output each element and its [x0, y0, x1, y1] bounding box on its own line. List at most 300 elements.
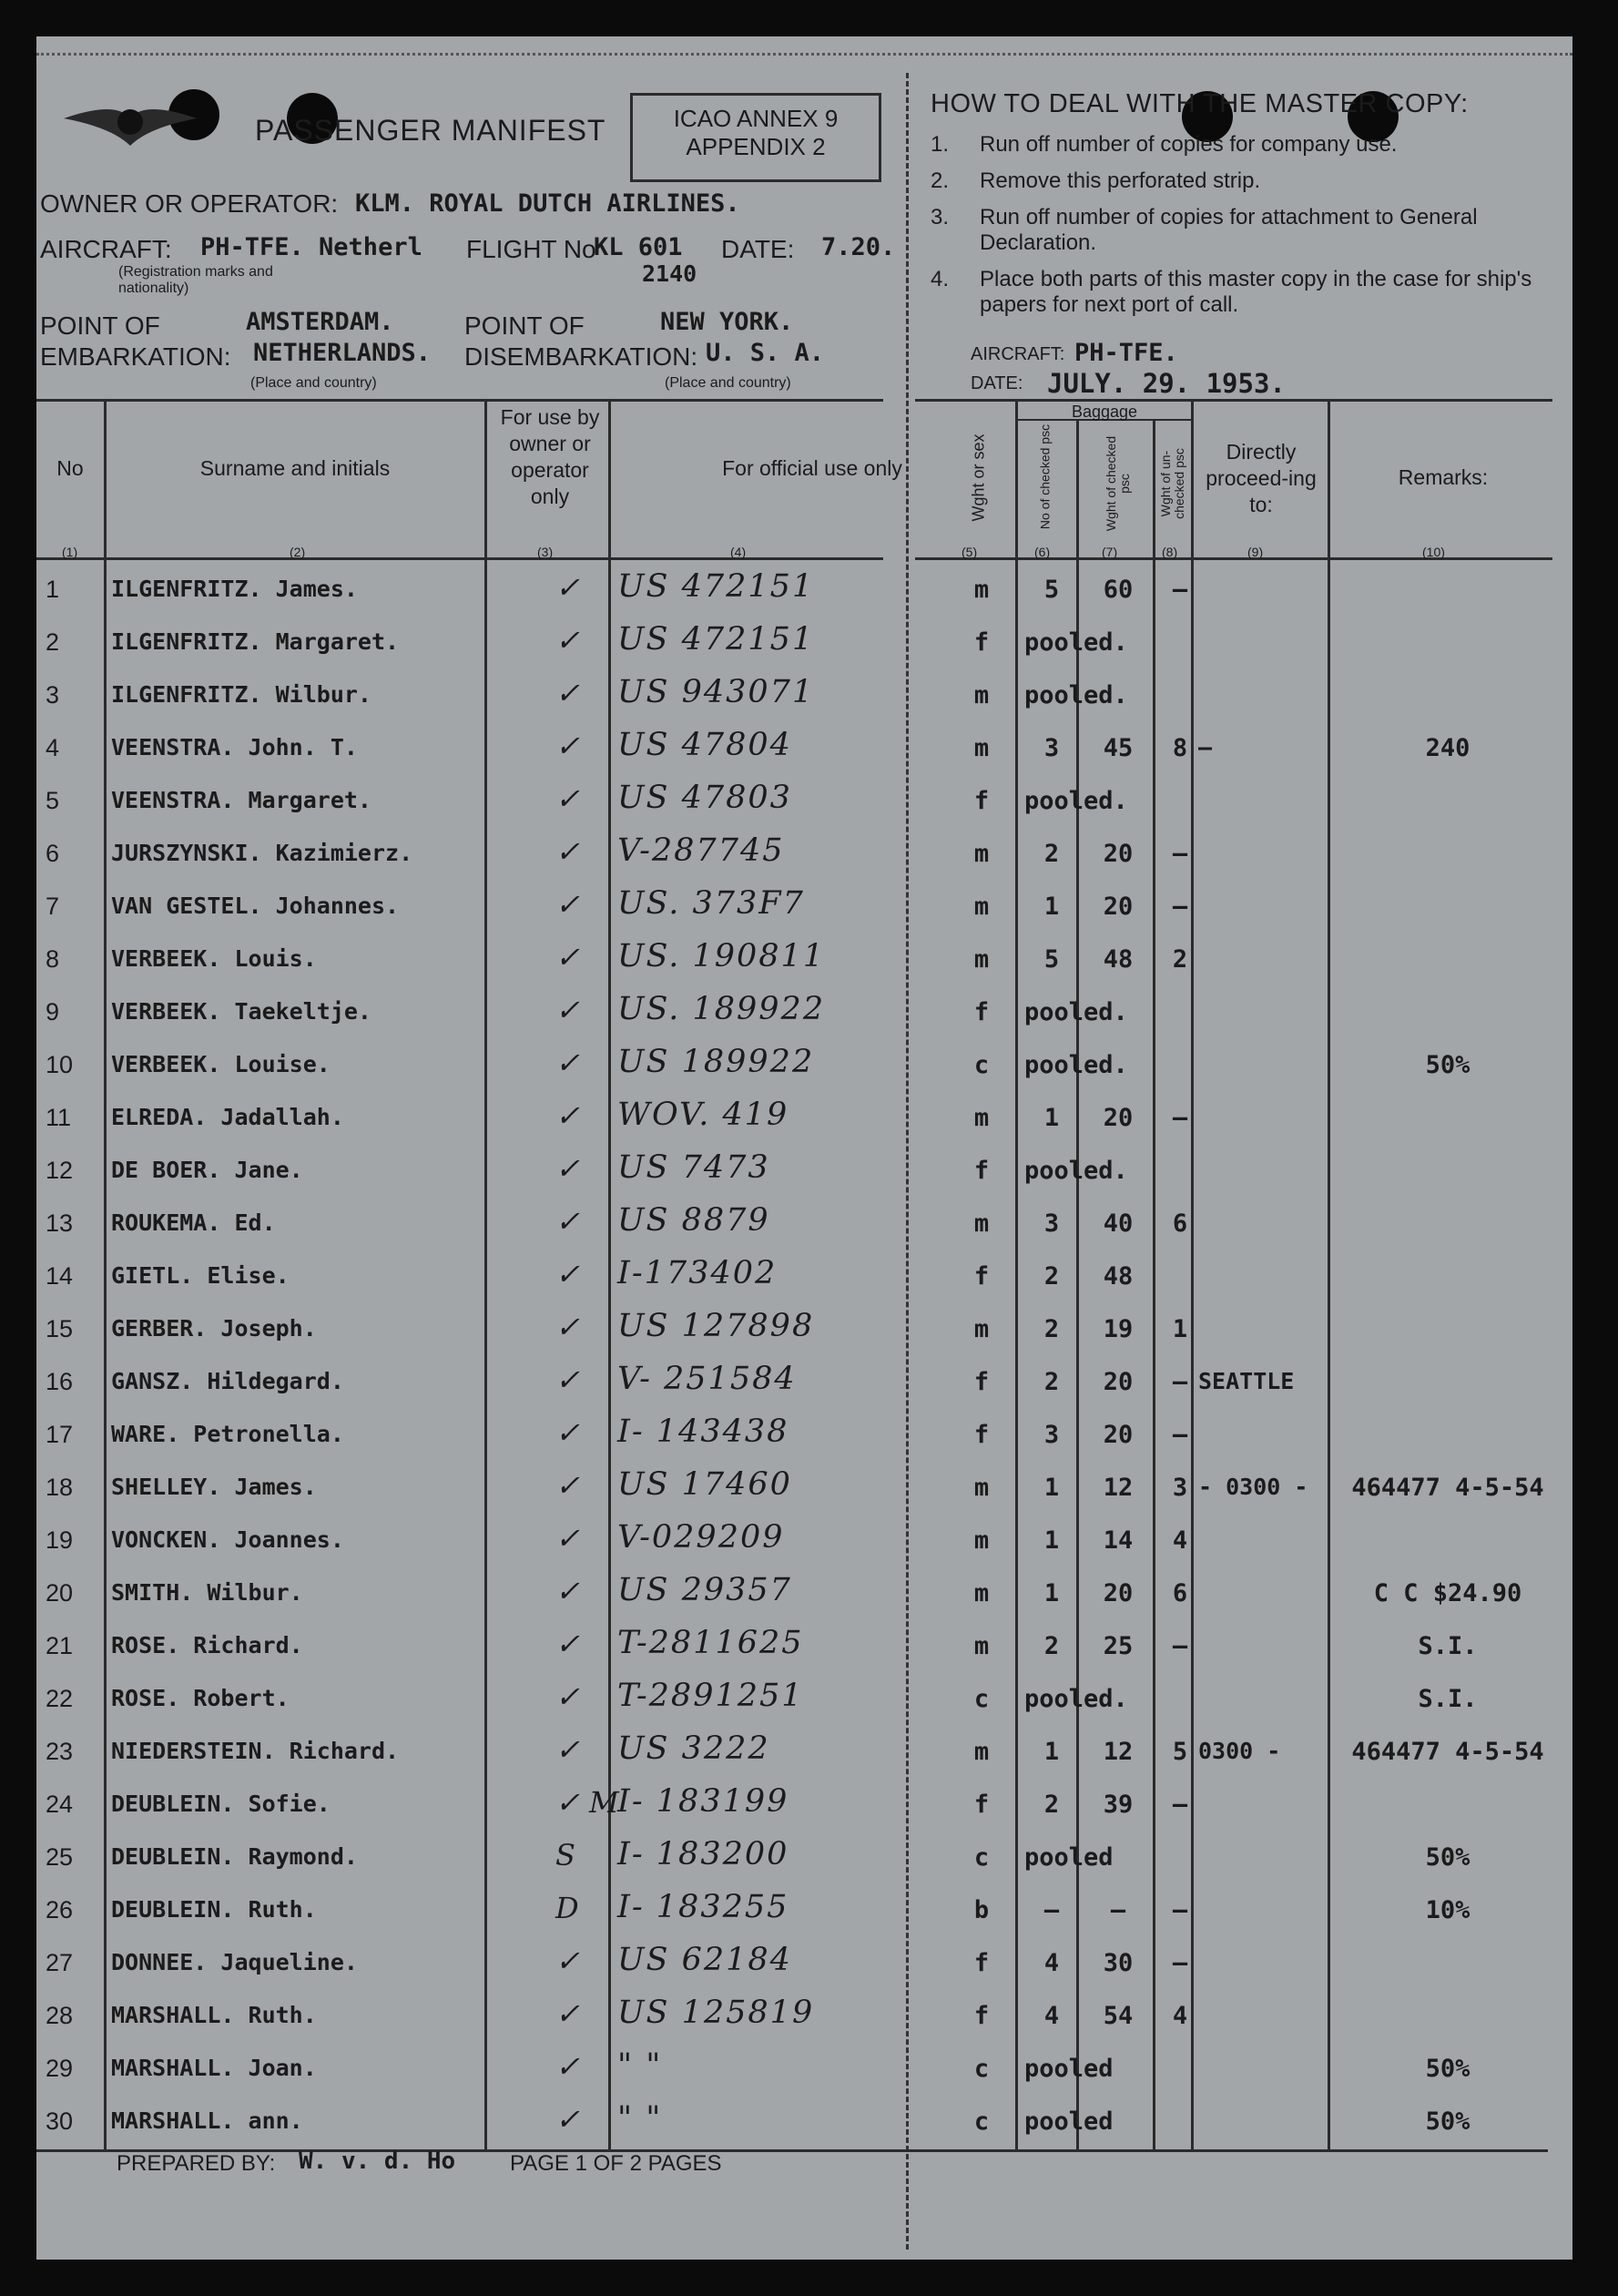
- instructions-list: [931, 132, 1541, 318]
- official-number: US 125819: [617, 1995, 815, 2031]
- table-row: [36, 670, 1572, 723]
- passenger-name: VONCKEN. Joannes.: [111, 1526, 344, 1553]
- unchecked-weight: –: [1172, 1896, 1188, 1924]
- row-no: 21: [46, 1632, 74, 1659]
- official-number: US 47803: [617, 780, 792, 816]
- official-number: US 8879: [617, 1202, 770, 1239]
- owner-mark: ✓: [555, 940, 580, 975]
- baggage-count: 1: [1043, 1579, 1060, 1607]
- baggage-weight: 48: [1103, 945, 1134, 974]
- baggage-count: 1: [1043, 1738, 1060, 1766]
- col-num: (1): [62, 545, 78, 559]
- owner-mark: ✓: [555, 623, 580, 658]
- passenger-sex: f: [973, 1368, 990, 1396]
- row-no: 30: [46, 2107, 74, 2135]
- passenger-sex: f: [973, 998, 990, 1026]
- instr-aircraft-label: AIRCRAFT:: [971, 344, 1065, 364]
- official-number: V-287745: [617, 832, 785, 869]
- table-row: [36, 565, 1572, 617]
- baggage-weight: 14: [1103, 1526, 1134, 1555]
- row-no: 16: [46, 1368, 74, 1395]
- owner-mark: ✓: [555, 993, 580, 1027]
- unchecked-weight: 2: [1172, 945, 1188, 974]
- official-number: US 472151: [617, 568, 815, 605]
- official-number: US 943071: [617, 674, 815, 710]
- passenger-sex: m: [973, 840, 990, 868]
- remarks: 50%: [1425, 2055, 1470, 2083]
- instr-date-label: DATE:: [971, 373, 1023, 393]
- baggage-pooled: pooled: [1024, 2107, 1114, 2136]
- unchecked-weight: –: [1172, 576, 1188, 604]
- table-row: [36, 1463, 1572, 1515]
- table-row: [36, 1938, 1572, 1991]
- table-row: [36, 882, 1572, 934]
- passenger-sex: m: [973, 1632, 990, 1660]
- baggage-weight: 20: [1103, 1579, 1134, 1607]
- col-num: (9): [1247, 545, 1264, 559]
- official-number: WOV. 419: [617, 1097, 789, 1133]
- passenger-name: DEUBLEIN. Ruth.: [111, 1896, 317, 1923]
- baggage-count: 4: [1043, 1949, 1060, 1977]
- baggage-count: 1: [1043, 1104, 1060, 1132]
- passenger-sex: c: [973, 1685, 990, 1713]
- passenger-name: WARE. Petronella.: [111, 1421, 344, 1447]
- unchecked-weight: 4: [1172, 1526, 1188, 1555]
- table-row: [36, 1991, 1572, 2044]
- aircraft-label: AIRCRAFT:: [40, 235, 172, 263]
- destination: —: [1198, 734, 1213, 760]
- disembark-label-2: DISEMBARKATION:: [464, 342, 698, 371]
- baggage-pooled: pooled.: [1024, 681, 1128, 709]
- passenger-name: VEENSTRA. John. T.: [111, 734, 358, 760]
- unchecked-weight: 4: [1172, 2002, 1188, 2030]
- passenger-sex: m: [973, 576, 990, 604]
- official-number: " ": [617, 2047, 663, 2084]
- passenger-name: SMITH. Wilbur.: [111, 1579, 303, 1606]
- baggage-count: 4: [1043, 2002, 1060, 2030]
- baggage-weight: 60: [1103, 576, 1134, 604]
- col-header-no: No: [56, 456, 84, 480]
- row-no: 19: [46, 1526, 74, 1554]
- official-number: US 29357: [617, 1572, 792, 1608]
- baggage-weight: 19: [1103, 1315, 1134, 1343]
- passenger-name: GERBER. Joseph.: [111, 1315, 317, 1342]
- remarks: C C $24.90: [1373, 1579, 1522, 1607]
- table-row: [36, 776, 1572, 829]
- remarks: 10%: [1425, 1896, 1470, 1924]
- table-row: [36, 987, 1572, 1040]
- flight-value: KL 601: [594, 233, 683, 261]
- row-no: 17: [46, 1421, 74, 1448]
- table-row: [36, 1093, 1572, 1146]
- official-number: US. 189922: [617, 991, 826, 1027]
- instr-aircraft-value: PH-TFE.: [1074, 339, 1178, 367]
- baggage-pooled: pooled: [1024, 1843, 1114, 1872]
- passenger-sex: f: [973, 1421, 990, 1449]
- baggage-weight: 45: [1103, 734, 1134, 762]
- table-row: [36, 1674, 1572, 1727]
- table-row: [36, 1885, 1572, 1938]
- row-no: 4: [46, 734, 60, 761]
- owner-mark: ✓: [555, 2049, 580, 2084]
- official-number: V-029209: [617, 1519, 785, 1556]
- passenger-name: NIEDERSTEIN. Richard.: [111, 1738, 400, 1764]
- baggage-weight: 12: [1103, 1738, 1134, 1766]
- official-number: I- 183199: [617, 1783, 789, 1820]
- remarks: S.I.: [1418, 1685, 1478, 1713]
- baggage-count: 5: [1043, 945, 1060, 974]
- icao-box: [630, 93, 881, 182]
- owner-mark: ✓: [555, 1098, 580, 1133]
- owner-mark: ✓: [555, 1679, 580, 1714]
- passenger-sex: f: [973, 1949, 990, 1977]
- passenger-sex: m: [973, 1579, 990, 1607]
- owner-mark: ✓: [555, 2102, 580, 2137]
- embark-value-1: AMSTERDAM.: [246, 308, 394, 336]
- passenger-name: VERBEEK. Louis.: [111, 945, 317, 972]
- owner-mark: ✓ M: [555, 1785, 619, 1820]
- passenger-sex: c: [973, 1051, 990, 1079]
- disembark-value-2: U. S. A.: [706, 339, 825, 367]
- flight-label: FLIGHT No: [466, 235, 596, 263]
- passenger-sex: m: [973, 681, 990, 709]
- table-row: [36, 1621, 1572, 1674]
- remarks: 464477 4-5-54: [1351, 1474, 1544, 1502]
- baggage-count: 3: [1043, 1421, 1060, 1449]
- table-row: [36, 1199, 1572, 1251]
- destination: 0300 -: [1198, 1738, 1281, 1764]
- row-no: 8: [46, 945, 60, 973]
- unchecked-weight: 6: [1172, 1209, 1188, 1238]
- col-num: (4): [730, 545, 747, 559]
- passenger-name: ROSE. Robert.: [111, 1685, 290, 1711]
- disembark-note: (Place and country): [665, 375, 791, 391]
- owner-mark: ✓: [555, 1468, 580, 1503]
- disembark-value-1: NEW YORK.: [660, 308, 794, 336]
- col-num: (10): [1422, 545, 1445, 559]
- passenger-name: JURSZYNSKI. Kazimierz.: [111, 840, 413, 866]
- owner-value: KLM. ROYAL DUTCH AIRLINES.: [355, 189, 740, 218]
- baggage-pooled: pooled.: [1024, 1157, 1128, 1185]
- remarks: 50%: [1425, 2107, 1470, 2136]
- row-no: 2: [46, 628, 60, 656]
- col-header-remarks: Remarks:: [1398, 465, 1489, 489]
- col-num: (6): [1034, 545, 1051, 559]
- remarks: 50%: [1425, 1051, 1470, 1079]
- baggage-count: 3: [1043, 734, 1060, 762]
- baggage-weight: –: [1110, 1896, 1126, 1924]
- col-header-official: For official use only: [722, 456, 902, 480]
- table-row: [36, 1832, 1572, 1885]
- owner-mark: ✓: [555, 1151, 580, 1186]
- row-no: 20: [46, 1579, 74, 1607]
- passenger-name: DE BOER. Jane.: [111, 1157, 303, 1183]
- baggage-count: 1: [1043, 1474, 1060, 1502]
- owner-mark: ✓: [555, 570, 580, 605]
- destination: SEATTLE: [1198, 1368, 1295, 1394]
- official-number: I-173402: [617, 1255, 778, 1291]
- table-row: [36, 617, 1572, 670]
- unchecked-weight: –: [1172, 893, 1188, 921]
- official-number: US 472151: [617, 621, 815, 658]
- row-no: 6: [46, 840, 60, 867]
- baggage-pooled: pooled.: [1024, 998, 1128, 1026]
- passenger-sex: c: [973, 2107, 990, 2136]
- table-row: [36, 2044, 1572, 2097]
- owner-mark: ✓: [555, 1574, 580, 1608]
- passenger-name: MARSHALL. ann.: [111, 2107, 303, 2134]
- unchecked-weight: –: [1172, 840, 1188, 868]
- official-number: V- 251584: [617, 1361, 797, 1397]
- baggage-count: 2: [1043, 1632, 1060, 1660]
- passenger-sex: m: [973, 893, 990, 921]
- instruction-item: 2. Remove this perforated strip.: [931, 168, 1261, 193]
- passenger-name: ROSE. Richard.: [111, 1632, 303, 1658]
- owner-mark: ✓: [555, 729, 580, 763]
- passenger-sex: f: [973, 787, 990, 815]
- passenger-name: DEUBLEIN. Sofie.: [111, 1791, 331, 1817]
- official-number: I- 183200: [617, 1836, 789, 1873]
- baggage-count: 2: [1043, 1315, 1060, 1343]
- passenger-sex: f: [973, 628, 990, 657]
- official-number: T-2891251: [617, 1678, 804, 1714]
- passenger-name: VERBEEK. Taekeltje.: [111, 998, 371, 1025]
- baggage-pooled: pooled: [1024, 2055, 1114, 2083]
- passenger-name: ILGENFRITZ. James.: [111, 576, 358, 602]
- unchecked-weight: 5: [1172, 1738, 1188, 1766]
- passenger-sex: m: [973, 1315, 990, 1343]
- col-header-sex: Wght or sex: [969, 434, 988, 522]
- row-no: 1: [46, 576, 60, 603]
- row-no: 24: [46, 1791, 74, 1818]
- passenger-sex: b: [973, 1896, 990, 1924]
- owner-mark: ✓: [555, 1204, 580, 1239]
- passenger-sex: m: [973, 1104, 990, 1132]
- owner-mark: ✓: [555, 1362, 580, 1397]
- date-label: DATE:: [721, 235, 795, 263]
- baggage-count: 2: [1043, 1262, 1060, 1291]
- col-header-baggage: Baggage: [1071, 403, 1138, 421]
- table-row: [36, 1515, 1572, 1568]
- embark-note: (Place and country): [250, 375, 377, 391]
- passenger-name: VAN GESTEL. Johannes.: [111, 893, 400, 919]
- baggage-weight: 20: [1103, 893, 1134, 921]
- owner-mark: ✓: [555, 676, 580, 710]
- official-number: US 189922: [617, 1044, 815, 1080]
- unchecked-weight: –: [1172, 1421, 1188, 1449]
- aircraft-value: PH-TFE. Netherl: [200, 233, 422, 261]
- unchecked-weight: –: [1172, 1791, 1188, 1819]
- embark-label-2: EMBARKATION:: [40, 342, 231, 371]
- passenger-sex: m: [973, 1474, 990, 1502]
- baggage-weight: 54: [1103, 2002, 1134, 2030]
- row-no: 22: [46, 1685, 74, 1712]
- official-number: US. 190811: [617, 938, 826, 975]
- official-number: I- 143438: [617, 1413, 789, 1450]
- owner-mark: ✓: [555, 1310, 580, 1344]
- unchecked-weight: 8: [1172, 734, 1188, 762]
- passenger-sex: m: [973, 945, 990, 974]
- col-header-b7: Wght of checked psc: [1104, 435, 1132, 532]
- row-no: 13: [46, 1209, 74, 1237]
- embark-value-2: NETHERLANDS.: [253, 339, 432, 367]
- passenger-name: VEENSTRA. Margaret.: [111, 787, 371, 813]
- row-no: 27: [46, 1949, 74, 1976]
- row-no: 28: [46, 2002, 74, 2029]
- header-bottom-rule: [36, 557, 883, 560]
- klm-wings-logo-icon: [62, 91, 198, 155]
- row-no: 9: [46, 998, 60, 1026]
- col-header-b8: Wght of un-checked psc: [1158, 448, 1186, 519]
- owner-mark: ✓: [555, 1996, 580, 2031]
- remarks: 240: [1425, 734, 1470, 762]
- date-sub: 2140: [642, 260, 697, 287]
- owner-mark: ✓: [555, 1415, 580, 1450]
- manifest-title: PASSENGER MANIFEST: [255, 114, 606, 147]
- baggage-count: –: [1043, 1896, 1060, 1924]
- col-num: (7): [1102, 545, 1118, 559]
- unchecked-weight: 1: [1172, 1315, 1188, 1343]
- remarks: 50%: [1425, 1843, 1470, 1872]
- owner-mark: S: [555, 1838, 575, 1873]
- table-top-rule: [36, 399, 883, 402]
- table-row: [36, 1251, 1572, 1304]
- owner-mark: ✓: [555, 1944, 580, 1978]
- baggage-weight: 30: [1103, 1949, 1134, 1977]
- passenger-sex: m: [973, 1526, 990, 1555]
- unchecked-weight: –: [1172, 1104, 1188, 1132]
- instruction-item: 3. Run off number of copies for attachment to General Declaration.: [931, 205, 1478, 255]
- official-number: US. 373F7: [617, 885, 805, 922]
- baggage-count: 3: [1043, 1209, 1060, 1238]
- owner-mark: ✓: [555, 1521, 580, 1556]
- row-no: 10: [46, 1051, 74, 1078]
- official-number: US 127898: [617, 1308, 815, 1344]
- passenger-name: MARSHALL. Ruth.: [111, 2002, 317, 2028]
- table-row: [36, 1568, 1572, 1621]
- disembark-label-1: POINT OF: [464, 311, 585, 340]
- official-number: US 7473: [617, 1149, 770, 1186]
- table-row: [36, 723, 1572, 776]
- owner-label: OWNER OR OPERATOR:: [40, 189, 339, 218]
- baggage-weight: 12: [1103, 1474, 1134, 1502]
- remarks: S.I.: [1418, 1632, 1478, 1660]
- passenger-name: MARSHALL. Joan.: [111, 2055, 317, 2081]
- baggage-weight: 40: [1103, 1209, 1134, 1238]
- official-number: US 3222: [617, 1730, 770, 1767]
- baggage-count: 2: [1043, 840, 1060, 868]
- instr-date-value: JULY. 29. 1953.: [1047, 368, 1286, 399]
- baggage-count: 2: [1043, 1368, 1060, 1396]
- table-row: [36, 934, 1572, 987]
- col-header-b6: No of checked psc: [1037, 423, 1053, 530]
- official-number: I- 183255: [617, 1889, 789, 1925]
- owner-mark: ✓: [555, 834, 580, 869]
- owner-mark: ✓: [555, 781, 580, 816]
- passenger-name: GANSZ. Hildegard.: [111, 1368, 344, 1394]
- baggage-count: 5: [1043, 576, 1060, 604]
- col-header-dest: Directly proceed-ing to:: [1206, 440, 1317, 516]
- prepared-label: PREPARED BY:: [117, 2151, 276, 2176]
- passenger-name: GIETL. Elise.: [111, 1262, 290, 1289]
- row-no: 23: [46, 1738, 74, 1765]
- col-header-name: Surname and initials: [199, 456, 391, 480]
- col-num: (2): [290, 545, 306, 559]
- baggage-weight: 25: [1103, 1632, 1134, 1660]
- col-header-owner: For use by owner or operator only: [500, 405, 600, 508]
- owner-mark: ✓: [555, 887, 580, 922]
- passenger-sex: f: [973, 1262, 990, 1291]
- baggage-weight: 20: [1103, 1368, 1134, 1396]
- official-number: US 47804: [617, 727, 792, 763]
- perforation-strip: [36, 53, 1572, 56]
- passenger-name: ROUKEMA. Ed.: [111, 1209, 276, 1236]
- passenger-sex: c: [973, 2055, 990, 2083]
- icao-line-2: APPENDIX 2: [686, 133, 826, 160]
- col-num: (8): [1162, 545, 1178, 559]
- row-no: 25: [46, 1843, 74, 1871]
- baggage-count: 1: [1043, 893, 1060, 921]
- owner-mark: ✓: [555, 1627, 580, 1661]
- passenger-sex: c: [973, 1843, 990, 1872]
- owner-mark: ✓: [555, 1257, 580, 1291]
- baggage-pooled: pooled.: [1024, 1051, 1128, 1079]
- embark-label-1: POINT OF: [40, 311, 160, 340]
- row-no: 29: [46, 2055, 74, 2082]
- baggage-weight: 48: [1103, 1262, 1134, 1291]
- passenger-name: SHELLEY. James.: [111, 1474, 317, 1500]
- unchecked-weight: 6: [1172, 1579, 1188, 1607]
- passenger-name: ELREDA. Jadallah.: [111, 1104, 344, 1130]
- manifest-sheet: [36, 36, 1572, 2260]
- remarks: 464477 4-5-54: [1351, 1738, 1544, 1766]
- passenger-sex: m: [973, 1209, 990, 1238]
- table-row: [36, 1780, 1572, 1832]
- baggage-count: 2: [1043, 1791, 1060, 1819]
- passenger-sex: m: [973, 734, 990, 762]
- unchecked-weight: –: [1172, 1368, 1188, 1396]
- unchecked-weight: –: [1172, 1949, 1188, 1977]
- row-no: 11: [46, 1104, 72, 1131]
- passenger-name: VERBEEK. Louise.: [111, 1051, 331, 1077]
- baggage-pooled: pooled.: [1024, 1685, 1128, 1713]
- official-number: " ": [617, 2100, 663, 2137]
- destination: - 0300 -: [1198, 1474, 1308, 1500]
- official-number: US 17460: [617, 1466, 792, 1503]
- table-row: [36, 1410, 1572, 1463]
- row-no: 18: [46, 1474, 74, 1501]
- row-no: 14: [46, 1262, 74, 1290]
- baggage-count: 1: [1043, 1526, 1060, 1555]
- baggage-pooled: pooled.: [1024, 628, 1128, 657]
- icao-line-1: ICAO ANNEX 9: [673, 105, 839, 132]
- official-number: T-2811625: [617, 1625, 804, 1661]
- instructions-title: HOW TO DEAL WITH THE MASTER COPY:: [931, 89, 1469, 118]
- baggage-weight: 20: [1103, 840, 1134, 868]
- unchecked-weight: –: [1172, 1632, 1188, 1660]
- baggage-weight: 20: [1103, 1421, 1134, 1449]
- table-row: [36, 1727, 1572, 1780]
- page-indicator: PAGE 1 OF 2 PAGES: [510, 2151, 722, 2176]
- unchecked-weight: 3: [1172, 1474, 1188, 1502]
- col-num: (5): [962, 545, 978, 559]
- passenger-sex: f: [973, 2002, 990, 2030]
- owner-mark: ✓: [555, 1732, 580, 1767]
- passenger-name: DEUBLEIN. Raymond.: [111, 1843, 358, 1870]
- table-row: [36, 1304, 1572, 1357]
- owner-mark: D: [555, 1891, 579, 1925]
- table-row: [36, 829, 1572, 882]
